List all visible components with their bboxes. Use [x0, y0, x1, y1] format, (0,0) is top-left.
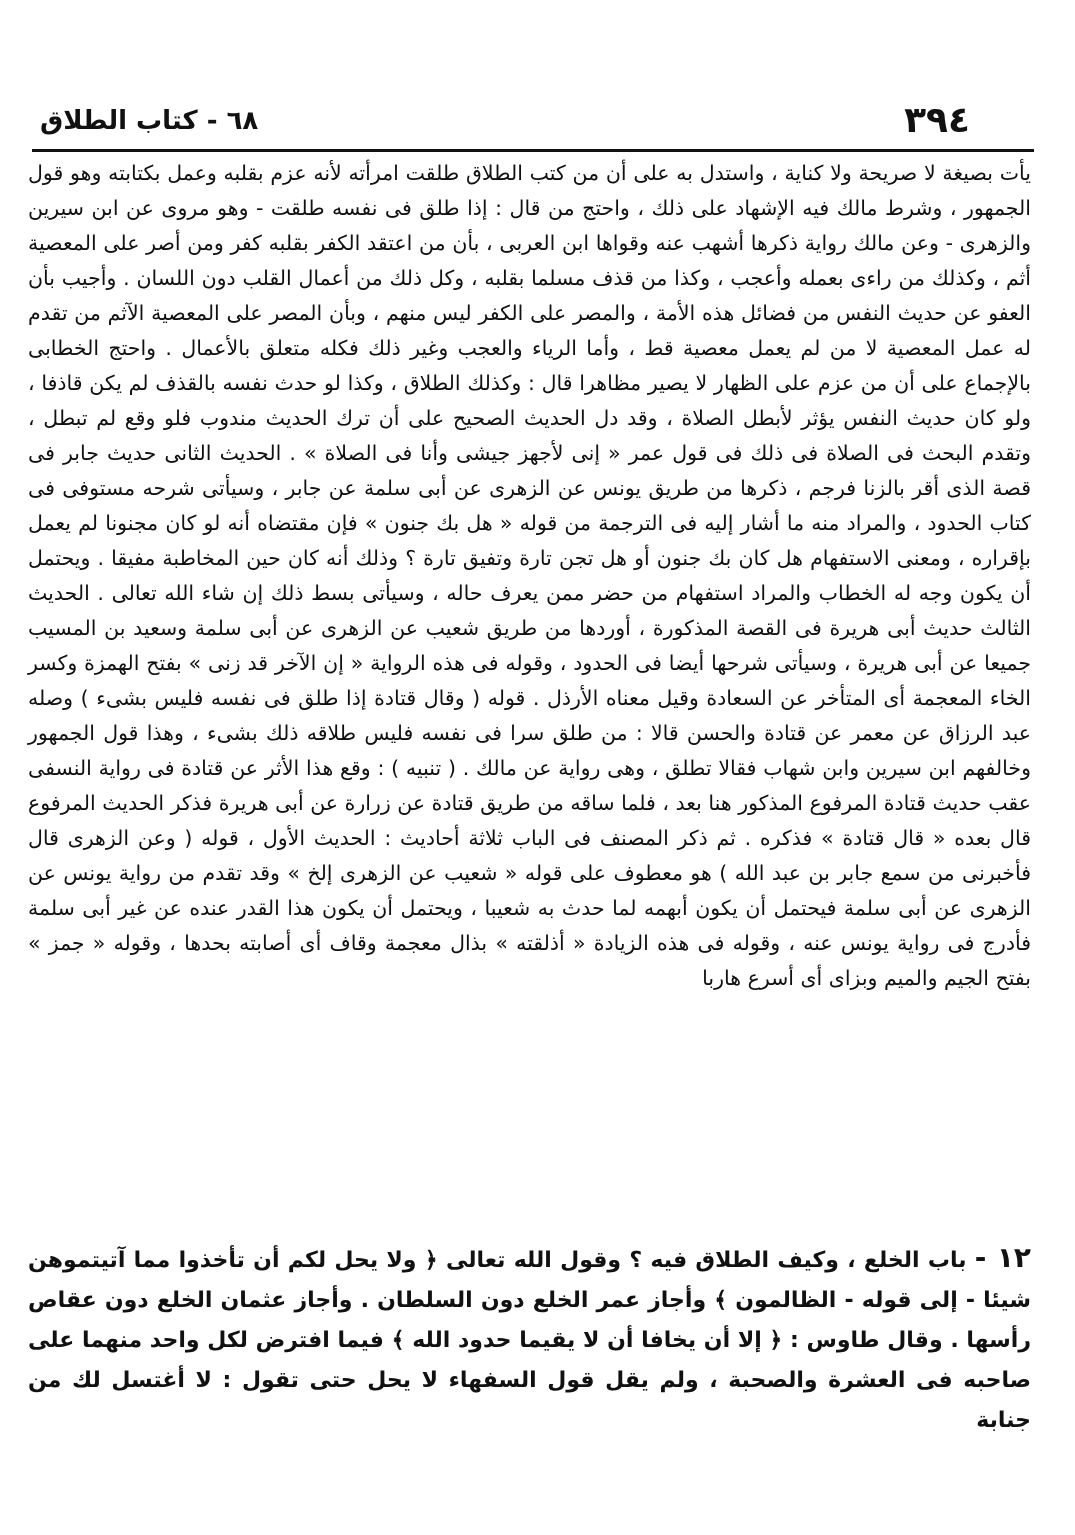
page-header [32, 100, 1032, 154]
running-chapter-title: ٦٨ - كتاب الطلاق [40, 106, 259, 136]
chapter-number: ١٢ - [974, 1241, 1031, 1274]
chapter-heading-block [28, 1238, 1031, 1441]
chapter-text: باب الخلع ، وكيف الطلاق فيه ؟ وقول الله تعالى ﴿ ولا يحل لكم أن تأخذوا مما آتيتموهن شيئا - إلى قوله - الظالمون ﴾ وأجاز عمر الخلع دون السلطان . وأجاز عثمان الخلع دون عقاص رأسها . وقال طاوس : ﴿ إلا أن يخافا أن لا يقيما حدود الله ﴾ فيما افترض لكل واحد منهما على صاحبه فى العشرة والصحبة ، ولم يقل قول السفهاء لا يحل حتى تقول : لا أغتسل لك من جنابة [28, 1248, 1031, 1433]
header-divider [32, 149, 1034, 152]
commentary-text: يأت بصيغة لا صريحة ولا كناية ، واستدل به على أن من كتب الطلاق طلقت امرأته لأنه عزم بقلبه وعمل بكتابته وهو قول الجمهور ، وشرط مالك فيه الإشهاد على ذلك ، واحتج من قال : إذا طلق فى نفسه طلقت - وهو مروى عن ابن سيرين والزهرى - وعن مالك رواية ذكرها أشهب عنه وقواها ابن العربى ، بأن من اعتقد الكفر بقلبه كفر ومن أصر على المعصية أثم ، وكذلك من راءى بعمله وأعجب ، وكذا من قذف مسلما بقلبه ، وكل ذلك من أعمال القلب دون اللسان . وأجيب بأن العفو عن حديث النفس من فضائل هذه الأمة ، والمصر على الكفر ليس منهم ، وبأن المصر على المعصية الآثم من تقدم له عمل المعصية لا من لم يعمل معصية قط ، وأما الرياء والعجب وغير ذلك فكله متعلق بالأعمال . واحتج الخطابى بالإجماع على أن من عزم على الظهار لا يصير مظاهرا قال : وكذلك الطلاق ، وكذا لو حدث نفسه بالقذف لم يكن قاذفا ، ولو كان حديث النفس يؤثر لأبطل الصلاة ، وقد دل الحديث الصحيح على أن ترك الحديث مندوب فلو وقع لم تبطل ، وتقدم البحث فى الصلاة فى ذلك فى قول عمر « إنى لأجهز جيشى وأنا فى الصلاة » . الحديث الثانى حديث جابر فى قصة الذى أقر بالزنا فرجم ، ذكرها من طريق يونس عن الزهرى عن أبى سلمة عن جابر ، وسيأتى شرحه مستوفى فى كتاب الحدود ، والمراد منه ما أشار إليه فى الترجمة من قوله « هل بك جنون » فإن مقتضاه أنه لو كان مجنونا لم يعمل بإقراره ، ومعنى الاستفهام هل كان بك جنون أو هل تجن تارة وتفيق تارة ؟ وذلك أنه كان حين المخاطبة مفيقا . ويحتمل أن يكون وجه له الخطاب والمراد استفهام من حضر ممن يعرف حاله ، وسيأتى بسط ذلك إن شاء الله تعالى . الحديث الثالث حديث أبى هريرة فى القصة المذكورة ، أوردها من طريق شعيب عن الزهرى عن أبى سلمة وسعيد بن المسيب جميعا عن أبى هريرة ، وسيأتى شرحها أيضا فى الحدود ، وقوله فى هذه الرواية « إن الآخر قد زنى » بفتح الهمزة وكسر الخاء المعجمة أى المتأخر عن السعادة وقيل معناه الأرذل . قوله ( وقال قتادة إذا طلق فى نفسه فليس بشىء ) وصله عبد الرزاق عن معمر عن قتادة والحسن قالا : من طلق سرا فى نفسه فليس طلاقه ذلك بشىء ، وهذا قول الجمهور وخالفهم ابن سيرين وابن شهاب فقالا تطلق ، وهى رواية عن مالك . ( تنبيه ) : وقع هذا الأثر عن قتادة فى رواية النسفى عقب حديث قتادة المرفوع المذكور هنا بعد ، فلما ساقه من طريق قتادة عن زرارة عن أبى هريرة فذكر الحديث المرفوع قال بعده « قال قتادة » فذكره . ثم ذكر المصنف فى الباب ثلاثة أحاديث : الحديث الأول ، قوله ( وعن الزهرى قال فأخبرنى من سمع جابر بن عبد الله ) هو معطوف على قوله « شعيب عن الزهرى إلخ » وقد تقدم من رواية يونس عن الزهرى عن أبى سلمة فيحتمل أن يكون أبهمه لما حدث به شعيبا ، ويحتمل أن يكون هذا القدر عنده عن غير أبى سلمة فأدرج فى رواية يونس عنه ، وقوله فى هذه الزيادة « أذلقته » بذال معجمة وقاف أى أصابته بحدها ، وقوله « جمز » بفتح الجيم والميم وبزاى أى أسرع هاربا [28, 161, 1031, 990]
page-number: ٣٩٤ [904, 100, 970, 141]
